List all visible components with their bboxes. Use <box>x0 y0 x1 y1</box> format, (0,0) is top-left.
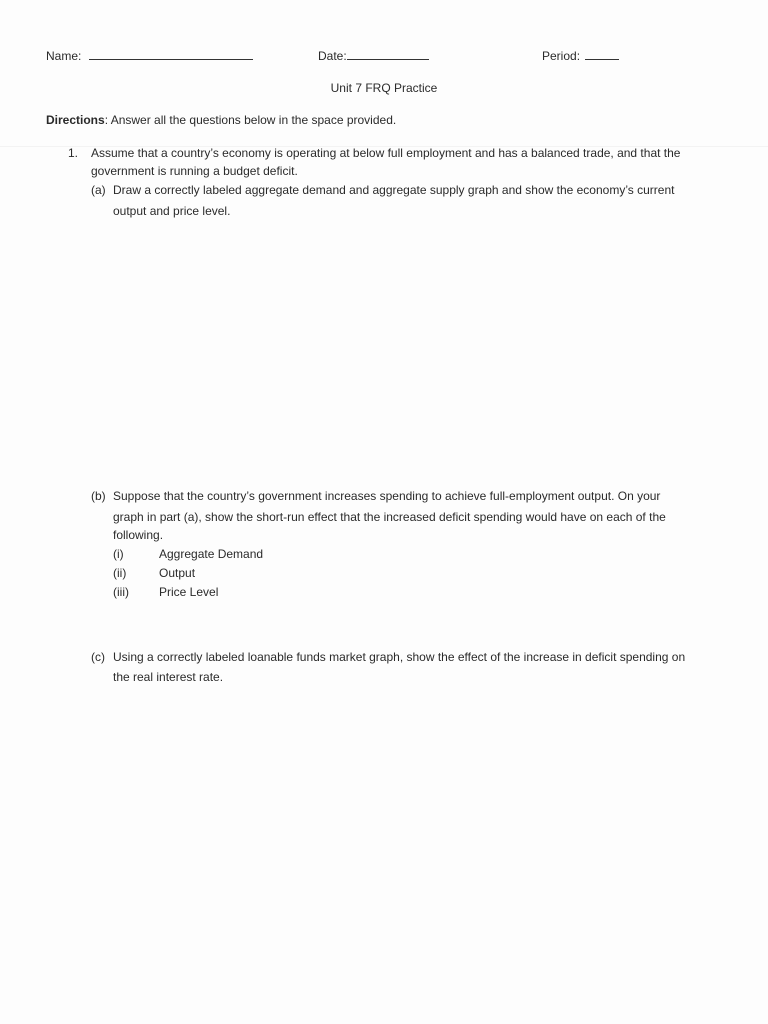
name-blank[interactable] <box>89 48 253 60</box>
part-a-line2: output and price level. <box>113 204 231 218</box>
period-label: Period: <box>542 49 581 63</box>
name-label: Name: <box>46 49 82 63</box>
date-field <box>318 48 429 63</box>
part-b-label: (b) <box>91 489 106 503</box>
part-b-item-label: (i) <box>113 547 124 561</box>
part-b-item-label: (ii) <box>113 566 127 580</box>
part-b-line2: graph in part (a), show the short-run effect that the increased deficit spending would have on each of the <box>113 510 666 524</box>
period-blank[interactable] <box>585 48 619 60</box>
part-c-label: (c) <box>91 650 105 664</box>
date-label: Date: <box>318 49 347 63</box>
question-stem-line2: government is running a budget deficit. <box>91 164 298 178</box>
directions <box>46 113 396 127</box>
part-b-line3: following. <box>113 528 164 542</box>
part-b-item-text: Aggregate Demand <box>159 547 264 561</box>
directions-text: : Answer all the questions below in the space provided. <box>104 113 397 127</box>
part-b-item-text: Price Level <box>159 585 219 599</box>
date-blank[interactable] <box>347 48 429 60</box>
page-title: Unit 7 FRQ Practice <box>330 81 438 95</box>
part-a-label: (a) <box>91 183 106 197</box>
part-c-line1: Using a correctly labeled loanable funds market graph, show the effect of the increase in deficit spending on <box>113 650 686 664</box>
name-field <box>46 48 253 63</box>
part-b-item-label: (iii) <box>113 585 129 599</box>
period-field <box>542 48 619 63</box>
part-b-item-text: Output <box>159 566 196 580</box>
part-c-line2: the real interest rate. <box>113 670 224 684</box>
question-stem-line1: Assume that a country’s economy is operating at below full employment and has a balanced trade, and that the <box>91 146 681 160</box>
part-a-answer-space[interactable] <box>91 225 711 485</box>
question-number: 1. <box>68 146 79 160</box>
part-a-line1: Draw a correctly labeled aggregate demand and aggregate supply graph and show the economy’s current <box>113 183 675 197</box>
part-b-line1: Suppose that the country’s government increases spending to achieve full-employment output. On your <box>113 489 661 503</box>
directions-label: Directions <box>46 113 105 127</box>
part-c-answer-space[interactable] <box>91 695 711 995</box>
